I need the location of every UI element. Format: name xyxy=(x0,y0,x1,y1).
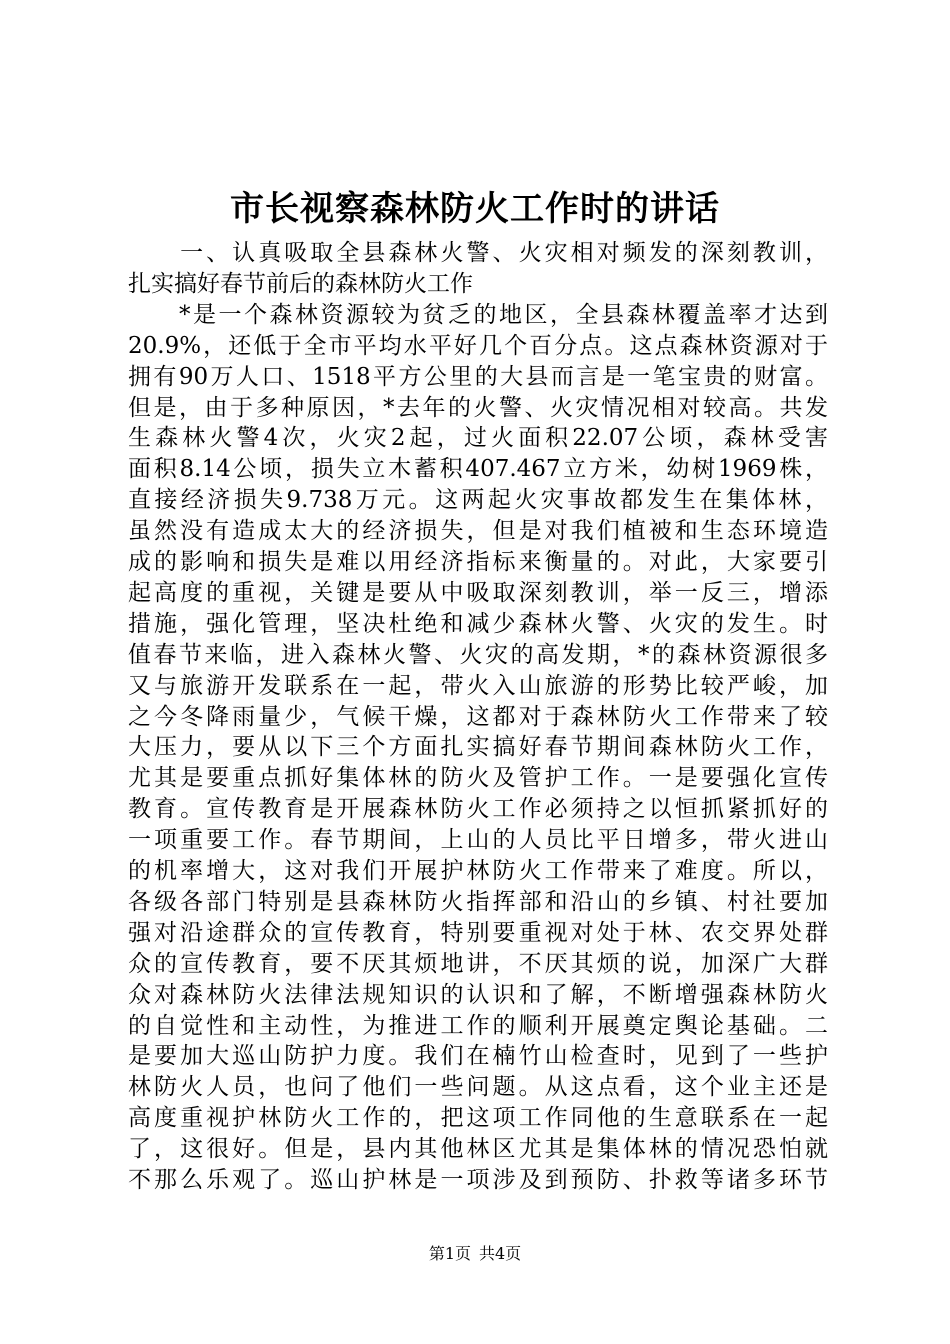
body-line: 20.9%，还低于全市平均水平好几个百分点。这点森林资源对于 xyxy=(128,332,828,359)
body-line: 起高度的重视，关键是要从中吸取深刻教训，举一反三，增添 xyxy=(128,579,828,606)
body-line: 是要加大巡山防护力度。我们在楠竹山检查时，见到了一些护 xyxy=(128,1043,828,1070)
body-line: 拥有90万人口、1518平方公里的大县而言是一笔宝贵的财富。 xyxy=(128,363,828,390)
body-line: 众的宣传教育，要不厌其烦地讲，不厌其烦的说，加深广大群 xyxy=(128,950,828,977)
body-line: 又与旅游开发联系在一起，带火入山旅游的形势比较严峻，加 xyxy=(128,672,828,699)
body-line: 尤其是要重点抓好集体林的防火及管护工作。一是要强化宣传 xyxy=(128,765,828,792)
body-line: 不那么乐观了。巡山护林是一项涉及到预防、扑救等诸多环节 xyxy=(128,1167,828,1193)
body-line: 生森林火警4次，火灾2起，过火面积22.07公顷，森林受害 xyxy=(128,425,828,452)
body-line: 各级各部门特别是县森林防火指挥部和沿山的乡镇、村社要加 xyxy=(128,888,828,915)
body-line: 值春节来临，进入森林火警、火灾的高发期，*的森林资源很多 xyxy=(128,641,828,668)
body-line: 了，这很好。但是，县内其他林区尤其是集体林的情况恐怕就 xyxy=(128,1136,828,1163)
body-line: 林防火人员，也问了他们一些问题。从这点看，这个业主还是 xyxy=(128,1074,828,1101)
body-line: 的机率增大，这对我们开展护林防火工作带来了难度。所以， xyxy=(128,858,828,884)
body-line: *是一个森林资源较为贫乏的地区，全县森林覆盖率才达到 xyxy=(128,301,828,328)
page-number: 第1页 xyxy=(428,1244,471,1263)
body-line: 措施，强化管理，坚决杜绝和减少森林火警、火灾的发生。时 xyxy=(128,610,828,637)
body-line: 大压力，要从以下三个方面扎实搞好春节期间森林防火工作， xyxy=(128,734,828,761)
page-footer xyxy=(0,1243,950,1265)
body-line: 之今冬降雨量少，气候干燥，这都对于森林防火工作带来了较 xyxy=(128,703,828,730)
body-line: 一项重要工作。春节期间，上山的人员比平日增多，带火进山 xyxy=(128,827,828,854)
body-line: 成的影响和损失是难以用经济指标来衡量的。对此，大家要引 xyxy=(128,549,828,575)
body-line: 扎实搞好春节前后的森林防火工作 xyxy=(128,270,473,297)
body-line: 一、认真吸取全县森林火警、火灾相对频发的深刻教训， xyxy=(128,240,828,266)
document-title: 市长视察森林防火工作时的讲话 xyxy=(230,189,720,229)
page-total: 共4页 xyxy=(479,1244,522,1263)
body-line: 教育。宣传教育是开展森林防火工作必须持之以恒抓紧抓好的 xyxy=(128,796,828,823)
body-line: 直接经济损失9.738万元。这两起火灾事故都发生在集体林， xyxy=(128,487,828,514)
body-line: 众对森林防火法律法规知识的认识和了解，不断增强森林防火 xyxy=(128,981,828,1008)
body-line: 面积8.14公顷，损失立木蓄积407.467立方米，幼树1969株， xyxy=(128,456,828,483)
body-line: 强对沿途群众的宣传教育，特别要重视对处于林、农交界处群 xyxy=(128,919,828,946)
body-line: 高度重视护林防火工作的，把这项工作同他的生意联系在一起 xyxy=(128,1105,828,1132)
body-line: 但是，由于多种原因，*去年的火警、火灾情况相对较高。共发 xyxy=(128,394,828,421)
body-line: 的自觉性和主动性，为推进工作的顺利开展奠定舆论基础。二 xyxy=(128,1012,828,1039)
body-line: 虽然没有造成太大的经济损失，但是对我们植被和生态环境造 xyxy=(128,518,828,545)
